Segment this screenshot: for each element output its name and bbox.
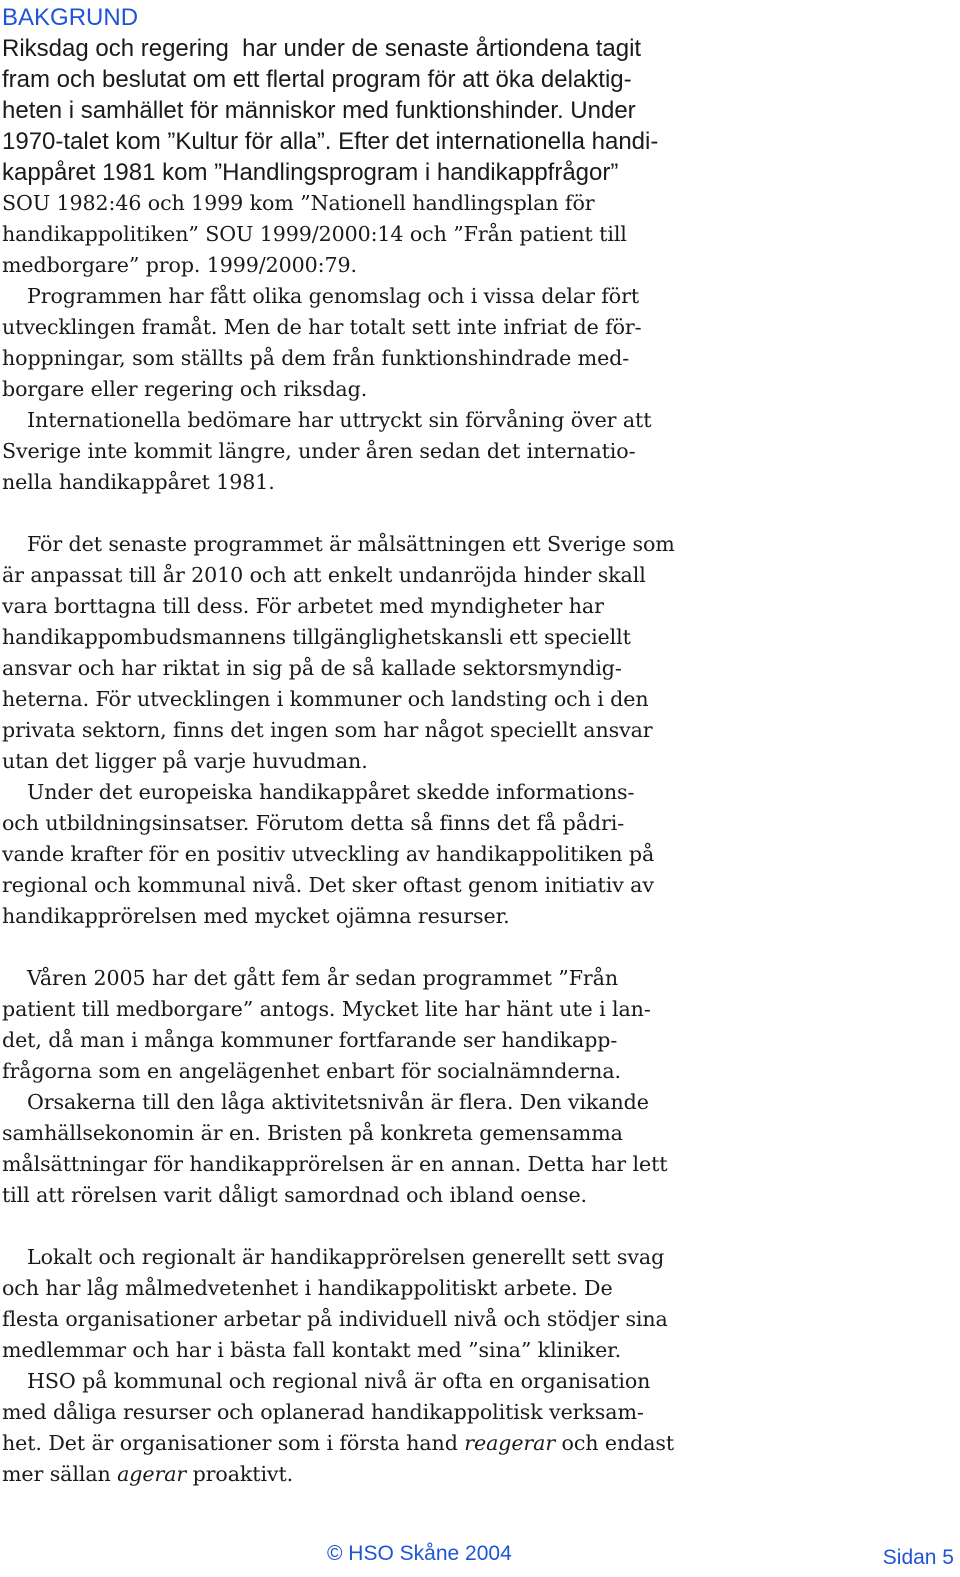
- text-segment: samhällsekonomin är en. Bristen på konkreta gemensamma: [2, 1121, 623, 1145]
- text-segment: det, då man i många kommuner fortfarande ser handikapp-: [2, 1028, 618, 1052]
- text-segment: hoppningar, som ställts på dem från funktionshindrade med-: [2, 346, 630, 370]
- text-segment: och utbildningsinsatser. Förutom detta så finns det få pådri-: [2, 811, 625, 835]
- text-line: [2, 436, 742, 467]
- text-segment: fram och beslutat om ett flertal program för att öka delaktig-: [2, 66, 632, 93]
- text-segment: SOU 1982:46 och 1999 kom ”Nationell handlingsplan för: [2, 191, 595, 215]
- text-line: [2, 157, 742, 188]
- text-line: [2, 1428, 742, 1459]
- text-line: [2, 963, 742, 994]
- text-line: [2, 33, 742, 64]
- text-line: [2, 126, 742, 157]
- text-line: [2, 1397, 742, 1428]
- text-segment: och har låg målmedvetenhet i handikappolitiskt arbete. De: [2, 1276, 613, 1300]
- footer-page-number: Sidan 5: [882, 1546, 954, 1569]
- text-line: [2, 343, 742, 374]
- text-segment: frågorna som en angelägenhet enbart för socialnämnderna.: [2, 1059, 621, 1083]
- emphasized-word: reagerar: [464, 1431, 556, 1455]
- text-segment: Våren 2005 har det gått fem år sedan programmet ”Från: [27, 966, 619, 990]
- text-line: [2, 715, 742, 746]
- text-segment: är anpassat till år 2010 och att enkelt undanröjda hinder skall: [2, 563, 646, 587]
- text-line: [2, 839, 742, 870]
- text-line: [2, 1087, 742, 1118]
- text-line: [2, 529, 742, 560]
- text-segment: privata sektorn, finns det ingen som har något speciellt ansvar: [2, 718, 653, 742]
- text-segment: borgare eller regering och riksdag.: [2, 377, 368, 401]
- text-segment: regional och kommunal nivå. Det sker oftast genom initiativ av: [2, 873, 654, 897]
- text-line: [2, 281, 742, 312]
- text-line: [2, 684, 742, 715]
- text-segment: till att rörelsen varit dåligt samordnad och ibland oense.: [2, 1183, 587, 1207]
- text-segment: medborgare” prop. 1999/2000:79.: [2, 253, 357, 277]
- text-segment: handikappolitiken” SOU 1999/2000:14 och ”Från patient till: [2, 222, 627, 246]
- text-segment: vande krafter för en positiv utveckling av handikappolitiken på: [2, 842, 655, 866]
- text-segment: kappåret 1981 kom ”Handlingsprogram i handikappfrågor”: [2, 159, 619, 186]
- text-line: [2, 1180, 742, 1211]
- body-text: [2, 33, 742, 1490]
- text-line: [2, 901, 742, 932]
- text-segment: Internationella bedömare har uttryckt sin förvåning över att: [27, 408, 652, 432]
- text-line: [2, 591, 742, 622]
- text-line: [2, 1304, 742, 1335]
- text-segment: HSO på kommunal och regional nivå är ofta en organisation: [27, 1369, 651, 1393]
- text-line: [2, 405, 742, 436]
- text-segment: proaktivt.: [186, 1462, 294, 1486]
- text-segment: patient till medborgare” antogs. Mycket lite har hänt ute i lan-: [2, 997, 651, 1021]
- text-line: [2, 219, 742, 250]
- text-line: [2, 1366, 742, 1397]
- text-segment: ansvar och har riktat in sig på de så kallade sektorsmyndig-: [2, 656, 622, 680]
- text-line: [2, 870, 742, 901]
- text-segment: utvecklingen framåt. Men de har totalt sett inte infriat de för-: [2, 315, 642, 339]
- text-segment: flesta organisationer arbetar på individuell nivå och stödjer sina: [2, 1307, 668, 1331]
- text-line: [2, 1273, 742, 1304]
- text-segment: utan det ligger på varje huvudman.: [2, 749, 368, 773]
- text-line: [2, 653, 742, 684]
- text-line: [2, 1242, 742, 1273]
- text-segment: Riksdag och regering har under de senaste årtiondena tagit: [2, 35, 642, 62]
- text-segment: mer sällan: [2, 1462, 118, 1486]
- text-segment: och endast: [555, 1431, 675, 1455]
- text-line: [2, 1025, 742, 1056]
- paragraph-spacer: [2, 1211, 742, 1242]
- text-segment: nella handikappåret 1981.: [2, 470, 275, 494]
- text-line: [2, 1118, 742, 1149]
- text-line: [2, 746, 742, 777]
- text-segment: handikapprörelsen med mycket ojämna resurser.: [2, 904, 510, 928]
- text-line: [2, 560, 742, 591]
- text-line: [2, 64, 742, 95]
- text-segment: heten i samhället för människor med funktionshinder. Under: [2, 97, 636, 124]
- text-line: [2, 777, 742, 808]
- text-segment: vara borttagna till dess. För arbetet med myndigheter har: [2, 594, 604, 618]
- section-heading: BAKGRUND: [2, 4, 139, 31]
- text-segment: Under det europeiska handikappåret skedde informations-: [27, 780, 635, 804]
- text-segment: Orsakerna till den låga aktivitetsnivån är flera. Den vikande: [27, 1090, 649, 1114]
- text-line: [2, 374, 742, 405]
- text-line: [2, 808, 742, 839]
- text-segment: handikappombudsmannens tillgänglighetskansli ett speciellt: [2, 625, 631, 649]
- text-line: [2, 188, 742, 219]
- text-line: [2, 994, 742, 1025]
- text-segment: Sverige inte kommit längre, under åren sedan det internatio-: [2, 439, 636, 463]
- text-segment: medlemmar och har i bästa fall kontakt med ”sina” kliniker.: [2, 1338, 622, 1362]
- text-line: [2, 1459, 742, 1490]
- text-segment: 1970-talet kom ”Kultur för alla”. Efter det internationella handi-: [2, 128, 659, 155]
- text-segment: Programmen har fått olika genomslag och i vissa delar fört: [27, 284, 640, 308]
- text-segment: Lokalt och regionalt är handikapprörelsen generellt sett svag: [27, 1245, 665, 1269]
- document-page: [2, 0, 742, 1490]
- text-line: [2, 467, 742, 498]
- text-segment: het. Det är organisationer som i första hand: [2, 1431, 465, 1455]
- paragraph-spacer: [2, 498, 742, 529]
- text-line: [2, 622, 742, 653]
- text-line: [2, 95, 742, 126]
- footer-copyright: © HSO Skåne 2004: [327, 1542, 512, 1565]
- paragraph-spacer: [2, 932, 742, 963]
- emphasized-word: agerar: [117, 1462, 187, 1486]
- text-line: [2, 312, 742, 343]
- text-segment: För det senaste programmet är målsättningen ett Sverige som: [27, 532, 675, 556]
- text-segment: heterna. För utvecklingen i kommuner och landsting och i den: [2, 687, 649, 711]
- text-line: [2, 1149, 742, 1180]
- text-segment: målsättningar för handikapprörelsen är en annan. Detta har lett: [2, 1152, 668, 1176]
- text-line: [2, 250, 742, 281]
- text-segment: med dåliga resurser och oplanerad handikappolitisk verksam-: [2, 1400, 644, 1424]
- text-line: [2, 1335, 742, 1366]
- text-line: [2, 1056, 742, 1087]
